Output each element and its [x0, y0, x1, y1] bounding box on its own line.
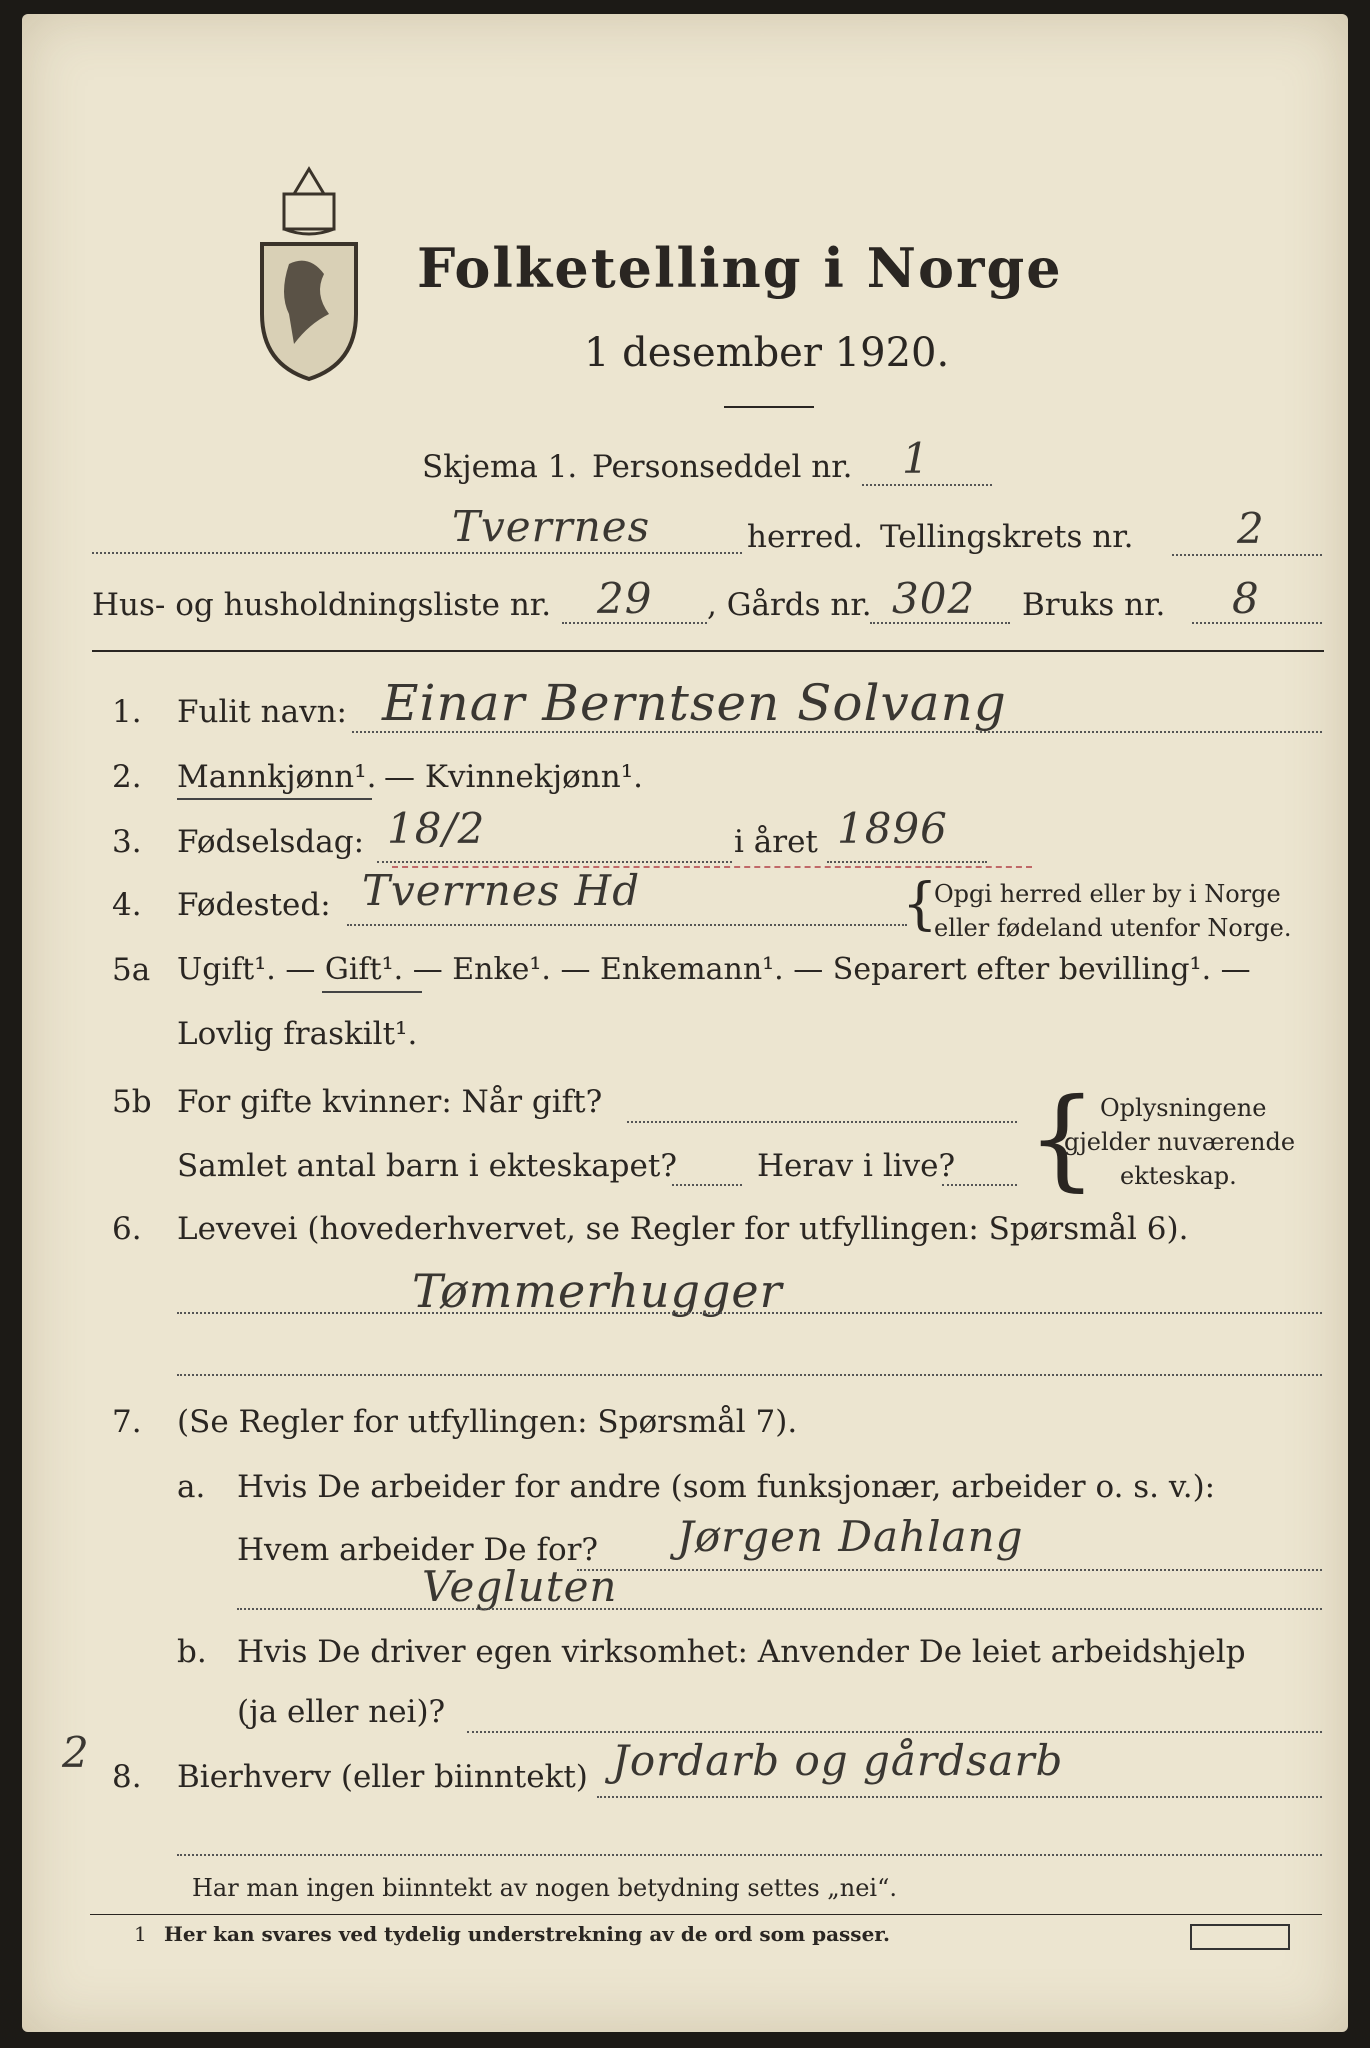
q3-day-line	[377, 861, 732, 863]
q5a-number: 5a	[112, 952, 151, 988]
q5b-note-line3: ekteskap.	[1120, 1162, 1237, 1190]
q2-mann-underline	[177, 798, 372, 800]
q7b-letter: b.	[177, 1634, 207, 1670]
q7b-label-yesno: (ja eller nei)?	[237, 1694, 446, 1730]
q8-note: Har man ingen biinntekt av nogen betydning settes „nei“.	[192, 1874, 897, 1902]
q8-number: 8.	[112, 1759, 142, 1795]
q4-note-line2: eller fødeland utenfor Norge.	[934, 914, 1292, 942]
q5a-options[interactable]: Ugift¹. — Gift¹. — Enke¹. — Enkemann¹. — Separert efter bevilling¹. —	[177, 952, 1251, 987]
q5a-options-cont[interactable]: Lovlig fraskilt¹.	[177, 1016, 418, 1052]
q5b-married-line	[627, 1121, 1017, 1123]
q8-line1	[597, 1796, 1322, 1798]
coat-of-arms-icon	[254, 164, 364, 388]
q4-label: Fødested:	[177, 887, 331, 923]
bruks-label: Bruks nr.	[1022, 587, 1166, 623]
personseddel-line	[862, 484, 992, 486]
q7b-line	[467, 1731, 1322, 1733]
q6-number: 6.	[112, 1211, 142, 1247]
q3-year-line	[827, 861, 987, 863]
tellingskrets-line	[1172, 554, 1322, 556]
q4-brace: {	[902, 872, 938, 937]
q5b-label-alive: Herav i live?	[757, 1148, 956, 1184]
bruks-value[interactable]: 8	[1232, 574, 1260, 623]
q6-line2	[177, 1374, 1322, 1376]
q7a-value[interactable]: Jørgen Dahlang	[677, 1512, 1024, 1561]
q4-number: 4.	[112, 887, 142, 923]
q7b-label: Hvis De driver egen virksomhet: Anvender De leiet arbeidshjelp	[237, 1634, 1246, 1670]
q5b-children-line	[672, 1184, 742, 1186]
q6-label: Levevei (hovederhvervet, se Regler for utfyllingen: Spørsmål 6).	[177, 1211, 1189, 1247]
q7a-value-cont[interactable]: Vegluten	[422, 1562, 618, 1611]
q8-line2	[177, 1854, 1322, 1856]
q5b-label-children: Samlet antal barn i ekteskapet?	[177, 1148, 677, 1184]
q1-number: 1.	[112, 694, 142, 730]
q7a-label: Hvis De arbeider for andre (som funksjonær, arbeider o. s. v.):	[237, 1469, 1216, 1505]
q6-line1	[177, 1312, 1322, 1314]
footnote-mark: 1	[134, 1922, 147, 1946]
q8-label: Bierhverv (eller biinntekt)	[177, 1759, 588, 1795]
q4-line	[347, 924, 907, 926]
q7a-line1	[577, 1569, 1322, 1571]
q7a-label-who: Hvem arbeider De for?	[237, 1532, 599, 1568]
q8-value[interactable]: Jordarb og gårdsarb	[612, 1736, 1064, 1785]
hus-label: Hus- og husholdningsliste nr.	[92, 587, 552, 623]
form-title: Folketelling i Norge	[417, 236, 1063, 300]
q1-label: Fulit navn:	[177, 694, 347, 730]
footnote-divider	[90, 1914, 1322, 1915]
skjema-label: Skjema 1.	[422, 449, 578, 485]
footnote-text: Her kan svares ved tydelig understrekning av de ord som passer.	[164, 1922, 890, 1946]
tellingskrets-value[interactable]: 2	[1237, 504, 1265, 553]
form-date: 1 desember 1920.	[584, 330, 950, 376]
q3-number: 3.	[112, 824, 142, 860]
q4-note-line1: Opgi herred eller by i Norge	[934, 880, 1281, 908]
census-form-page	[22, 14, 1348, 2032]
personseddel-value[interactable]: 1	[902, 434, 930, 483]
q2-kvinne-option[interactable]: — Kvinnekjønn¹.	[384, 759, 643, 795]
q2-number: 2.	[112, 759, 142, 795]
q1-value[interactable]: Einar Berntsen Solvang	[382, 674, 1007, 732]
q5b-note-line2: gjelder nuværende	[1064, 1128, 1296, 1156]
q5b-number: 5b	[112, 1084, 152, 1120]
q5b-alive-line	[942, 1184, 1017, 1186]
q3-day-value[interactable]: 18/2	[387, 804, 486, 853]
herred-value[interactable]: Tverrnes	[452, 502, 651, 551]
q4-value[interactable]: Tverrnes Hd	[362, 866, 641, 915]
header-section-divider	[92, 650, 1324, 652]
q8-margin-mark: 2	[62, 1728, 90, 1777]
q3-year-value[interactable]: 1896	[837, 804, 948, 853]
q7-number: 7.	[112, 1404, 142, 1440]
hus-value[interactable]: 29	[597, 574, 653, 623]
q5b-label-married: For gifte kvinner: Når gift?	[177, 1084, 603, 1120]
tellingskrets-label: Tellingskrets nr.	[880, 519, 1134, 555]
q2-mann-option[interactable]: Mannkjønn¹.	[177, 759, 377, 795]
q3-year-label: i året	[734, 824, 818, 860]
gards-label: , Gårds nr.	[707, 587, 872, 623]
personseddel-label: Personseddel nr.	[592, 449, 853, 485]
q7a-line2	[237, 1608, 1322, 1610]
q7-label: (Se Regler for utfyllingen: Spørsmål 7).	[177, 1404, 798, 1440]
herred-label: herred.	[747, 519, 863, 555]
q3-label: Fødselsdag:	[177, 824, 365, 860]
q5a-gift-underline	[322, 991, 422, 993]
gards-value[interactable]: 302	[892, 574, 976, 623]
printer-stamp	[1190, 1924, 1290, 1950]
q6-value[interactable]: Tømmerhugger	[412, 1264, 783, 1318]
q5b-note-line1: Oplysningene	[1100, 1094, 1267, 1122]
title-divider	[724, 406, 814, 408]
q5b-brace: {	[1027, 1074, 1097, 1202]
herred-line	[92, 552, 742, 554]
q7a-letter: a.	[177, 1469, 206, 1505]
